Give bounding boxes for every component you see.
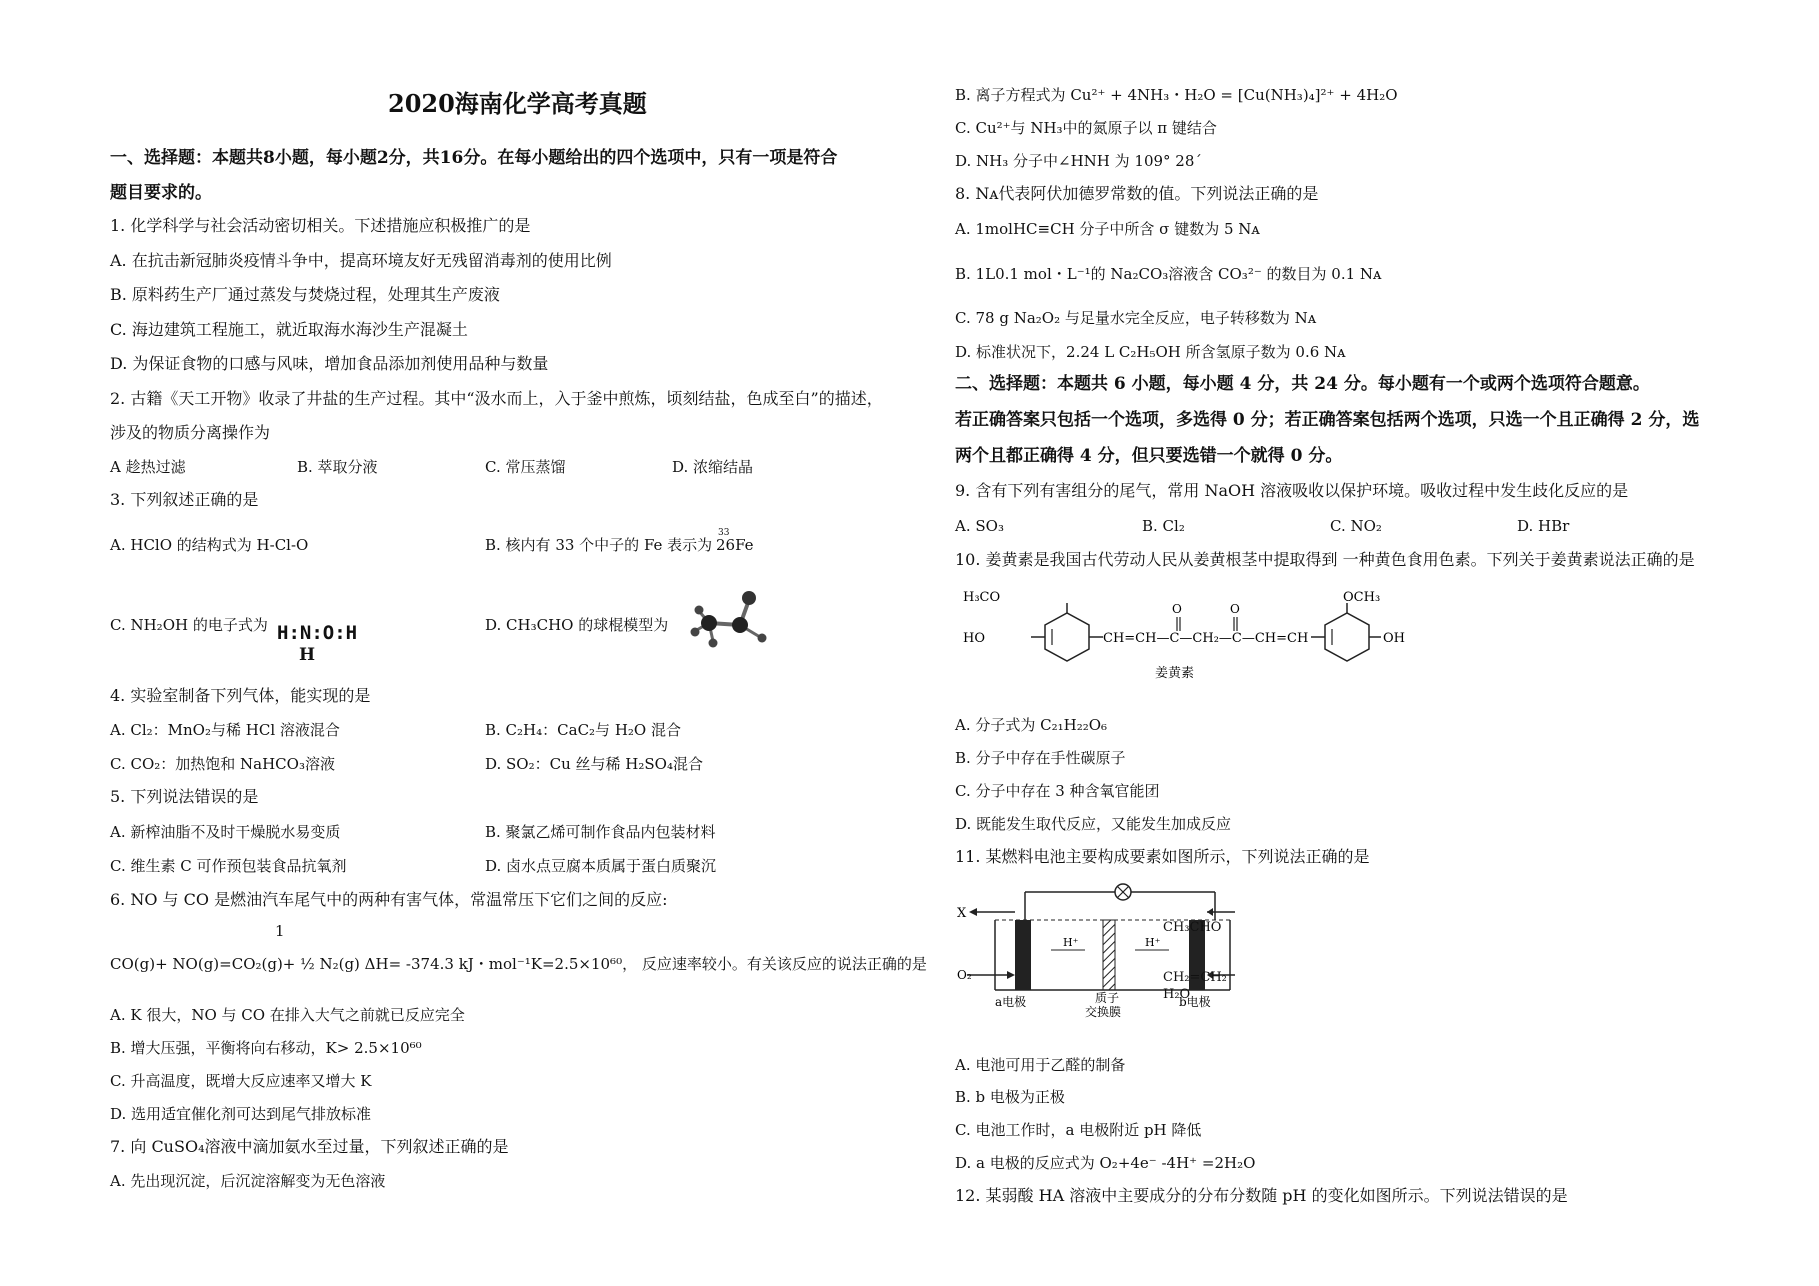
q9-stem: 9. 含有下列有害组分的尾气，常用 NaOH 溶液吸收以保护环境。吸收过程中发生歧化反应的是	[955, 481, 1629, 500]
q11-option-a: A. 电池可用于乙醛的制备	[955, 1056, 1126, 1074]
q2-option-a: A 趁热过滤	[110, 458, 186, 476]
q10-option-b: B. 分子中存在手性碳原子	[955, 749, 1126, 767]
q2-stem-line2: 涉及的物质分离操作为	[110, 423, 271, 442]
electrode-a	[1015, 920, 1031, 990]
q3-option-c: C. NH₂OH 的电子式为	[110, 616, 268, 634]
label-membrane-2: 交换膜	[1085, 1005, 1122, 1019]
label-oh: OH	[1383, 631, 1405, 646]
label-x: X	[957, 906, 967, 921]
q9-option-b: B. Cl₂	[1142, 517, 1185, 535]
q7-stem: 7. 向 CuSO₄溶液中滴加氨水至过量，下列叙述正确的是	[110, 1137, 509, 1156]
label-c2h4: CH₂=CH₂	[1163, 970, 1227, 985]
label-a-electrode: a电极	[995, 995, 1027, 1009]
section2-header-line3: 两个且都正确得 4 分，但只要选错一个就得 0 分。	[955, 446, 1343, 466]
q9-option-a: A. SO₃	[955, 517, 1004, 535]
label-ho: HO	[963, 631, 985, 646]
q1-option-a: A. 在抗击新冠肺炎疫情斗争中，提高环境友好无残留消毒剂的使用比例	[110, 251, 612, 270]
q4-option-a: A. Cl₂：MnO₂与稀 HCl 溶液混合	[110, 721, 340, 739]
q7-option-a: A. 先出现沉淀，后沉淀溶解变为无色溶液	[110, 1172, 386, 1190]
q6-option-c: C. 升高温度，既增大反应速率又增大 K	[110, 1072, 372, 1090]
q8-option-c: C. 78 g Na₂O₂ 与足量水完全反应，电子转移数为 Nᴀ	[955, 309, 1317, 327]
q3-option-a: A. HClO 的结构式为 H-Cl-O	[110, 536, 309, 554]
proton-membrane	[1103, 920, 1115, 990]
curcumin-structure	[955, 585, 1435, 685]
ball-stick-model	[685, 585, 795, 655]
label-keto-o-1: O	[1172, 602, 1182, 616]
q2-option-c: C. 常压蒸馏	[485, 458, 566, 476]
q8-stem: 8. Nᴀ代表阿伏加德罗常数的值。下列说法正确的是	[955, 184, 1319, 203]
q3-b-formula: 26Fe	[716, 536, 754, 554]
q2-option-d: D. 浓缩结晶	[672, 458, 754, 476]
q5-option-a: A. 新榨油脂不及时干燥脱水易变质	[110, 823, 341, 841]
q7-option-c: C. Cu²⁺与 NH₃中的氮原子以 π 键结合	[955, 119, 1217, 137]
label-keto-o-2: O	[1230, 602, 1240, 616]
q6-stem: 6. NO 与 CO 是燃油汽车尾气中的两种有害气体，常温常压下它们之间的反应:	[110, 890, 668, 909]
q4-stem: 4. 实验室制备下列气体，能实现的是	[110, 686, 371, 705]
q6-option-a: A. K 很大，NO 与 CO 在排入大气之前就已反应完全	[110, 1006, 465, 1024]
label-b-electrode: b电极	[1179, 995, 1211, 1009]
q4-option-b: B. C₂H₄：CaC₂与 H₂O 混合	[485, 721, 681, 739]
curcumin-caption: 姜黄素	[1155, 666, 1195, 681]
q9-option-c: C. NO₂	[1330, 517, 1382, 535]
page-title: 2020海南化学高考真题	[388, 89, 647, 118]
q11-option-c: C. 电池工作时，a 电极附近 pH 降低	[955, 1121, 1202, 1139]
q10-stem: 10. 姜黄素是我国古代劳动人民从姜黄根茎中提取得到 一种黄色食用色素。下列关于姜黄素说法正确的是	[955, 550, 1695, 569]
fuel-cell-diagram	[955, 880, 1235, 1020]
q1-option-b: B. 原料药生产厂通过蒸发与焚烧过程，处理其生产废液	[110, 285, 500, 304]
label-h3co: H₃CO	[963, 590, 1001, 605]
section1-header-line1: 一、选择题：本题共8小题，每小题2分，共16分。在每小题给出的四个选项中，只有一项是符合	[110, 148, 838, 168]
q5-option-b: B. 聚氯乙烯可制作食品内包装材料	[485, 823, 716, 841]
label-h-plus-2: H⁺	[1145, 936, 1161, 949]
label-och3: OCH₃	[1343, 590, 1381, 605]
q3-c-electron-formula: H:N:O:H	[277, 622, 358, 644]
label-h2o: H₂O	[1163, 987, 1191, 1002]
section2-header-line2: 若正确答案只包括一个选项，多选得 0 分；若正确答案包括两个选项，只选一个且正确得 2 分，选	[955, 410, 1700, 430]
q8-option-a: A. 1molHC≡CH 分子中所含 σ 键数为 5 Nᴀ	[955, 220, 1260, 238]
q6-equation: CO(g)+ NO(g)=CO₂(g)+ ½ N₂(g) ΔH= -374.3 kJ・mol⁻¹K=2.5×10⁶⁰， 反应速率较小。有关该反应的说法正确的是	[110, 955, 927, 973]
q7-option-d: D. NH₃ 分子中∠HNH 为 109° 28´	[955, 152, 1202, 170]
q3-c-electron-h: H	[299, 645, 316, 665]
q8-option-b: B. 1L0.1 mol・L⁻¹的 Na₂CO₃溶液含 CO₃²⁻ 的数目为 0.1 Nᴀ	[955, 265, 1382, 283]
q4-option-d: D. SO₂：Cu 丝与稀 H₂SO₄混合	[485, 755, 703, 773]
q3-option-b: B. 核内有 33 个中子的 Fe 表示为	[485, 536, 713, 554]
q5-stem: 5. 下列说法错误的是	[110, 787, 259, 806]
q2-stem-line1: 2. 古籍《天工开物》收录了井盐的生产过程。其中“汲水而上，入于釜中煎炼，顷刻结盐，色成至白”的描述，	[110, 389, 883, 408]
q2-option-b: B. 萃取分液	[297, 458, 378, 476]
q1-option-c: C. 海边建筑工程施工，就近取海水海沙生产混凝土	[110, 320, 468, 339]
label-membrane-1: 质子	[1095, 991, 1120, 1005]
label-h-plus-1: H⁺	[1063, 936, 1079, 949]
q3-stem: 3. 下列叙述正确的是	[110, 490, 259, 509]
q6-frac-numerator: 1	[275, 922, 285, 940]
q11-stem: 11. 某燃料电池主要构成要素如图所示，下列说法正确的是	[955, 847, 1370, 866]
q10-option-a: A. 分子式为 C₂₁H₂₂O₆	[955, 716, 1108, 734]
q5-option-d: D. 卤水点豆腐本质属于蛋白质聚沉	[485, 857, 717, 875]
label-ch3cho: CH₃CHO	[1163, 920, 1222, 935]
q10-option-d: D. 既能发生取代反应，又能发生加成反应	[955, 815, 1232, 833]
q9-option-d: D. HBr	[1517, 517, 1570, 535]
q8-option-d: D. 标准状况下，2.24 L C₂H₅OH 所含氢原子数为 0.6 Nᴀ	[955, 343, 1346, 361]
section1-header-line2: 题目要求的。	[110, 183, 212, 203]
q6-option-d: D. 选用适宜催化剂可达到尾气排放标准	[110, 1105, 372, 1123]
q11-option-d: D. a 电极的反应式为 O₂+4e⁻ -4H⁺ =2H₂O	[955, 1154, 1256, 1172]
q7-option-b: B. 离子方程式为 Cu²⁺ + 4NH₃・H₂O = [Cu(NH₃)₄]²⁺ + 4H₂O	[955, 86, 1398, 104]
q3-b-mass-number: 33	[718, 528, 730, 538]
label-o2: O₂	[957, 968, 972, 982]
q1-option-d: D. 为保证食物的口感与风味，增加食品添加剂使用品种与数量	[110, 354, 549, 373]
q3-option-d: D. CH₃CHO 的球棍模型为	[485, 616, 669, 634]
q11-option-b: B. b 电极为正极	[955, 1088, 1065, 1106]
q12-stem: 12. 某弱酸 HA 溶液中主要成分的分布分数随 pH 的变化如图所示。下列说法错误的是	[955, 1186, 1568, 1205]
q10-option-c: C. 分子中存在 3 种含氧官能团	[955, 782, 1160, 800]
q5-option-c: C. 维生素 C 可作预包装食品抗氧剂	[110, 857, 347, 875]
q1-stem: 1. 化学科学与社会活动密切相关。下述措施应积极推广的是	[110, 216, 531, 235]
section2-header-line1: 二、选择题：本题共 6 小题，每小题 4 分，共 24 分。每小题有一个或两个选项符合题意。	[955, 374, 1650, 394]
q4-option-c: C. CO₂：加热饱和 NaHCO₃溶液	[110, 755, 335, 773]
label-chain: CH=CH—C—CH₂—C—CH=CH	[1103, 631, 1309, 646]
q6-option-b: B. 增大压强，平衡将向右移动，K> 2.5×10⁶⁰	[110, 1039, 422, 1057]
